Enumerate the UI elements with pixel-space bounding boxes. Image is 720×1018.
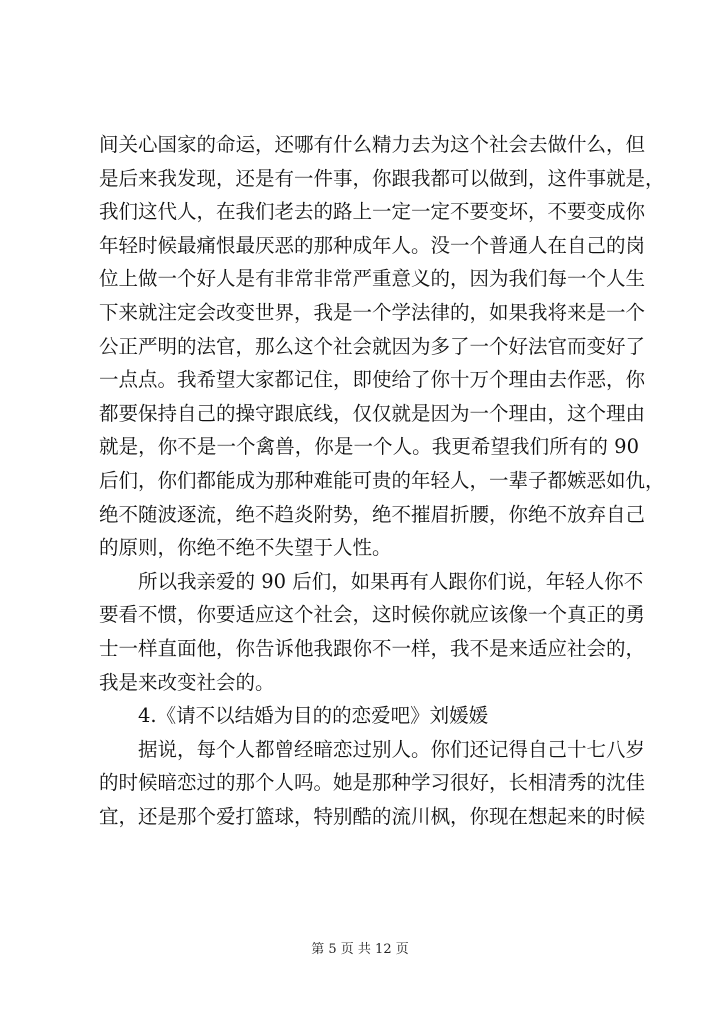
text-line: 宜，还是那个爱打篮球，特别酷的流川枫，你现在想起来的时候	[99, 804, 646, 828]
text-line: 后们，你们都能成为那种难能可贵的年轻人，一辈子都嫉恶如仇，	[99, 468, 665, 492]
page-number-label: 第 5 页 共 12 页	[311, 942, 409, 957]
text-line: 是后来我发现，还是有一件事，你跟我都可以做到，这件事就是，	[99, 166, 665, 190]
text-line: 的原则，你绝不绝不失望于人性。	[99, 536, 392, 560]
text-line: 一点点。我希望大家都记住，即使给了你十万个理由去作恶，你	[99, 368, 646, 392]
text-line: 年轻时候最痛恨最厌恶的那种成年人。没一个普通人在自己的岗	[99, 233, 646, 257]
text-line: 下来就注定会改变世界，我是一个学法律的，如果我将来是一个	[99, 300, 646, 324]
text-line: 间关心国家的命运，还哪有什么精力去为这个社会去做什么，但	[99, 133, 646, 156]
text-line: 公正严明的法官，那么这个社会就因为多了一个好法官而变好了	[99, 334, 646, 358]
text-line: 士一样直面他，你告诉他我跟你不一样，我不是来适应社会的，	[99, 636, 646, 660]
text-line: 我是来改变社会的。	[99, 670, 275, 694]
text-line: 绝不随波逐流，绝不趋炎附势，绝不摧眉折腰，你绝不放弃自己	[99, 502, 646, 526]
paragraph-start-line: 据说，每个人都曾经暗恋过别人。你们还记得自己十七八岁	[138, 737, 646, 761]
text-line: 都要保持自己的操守跟底线，仅仅就是因为一个理由，这个理由	[99, 401, 646, 425]
section-heading: 4.《请不以结婚为目的的恋爱吧》刘媛媛	[138, 704, 489, 728]
text-line: 就是，你不是一个禽兽，你是一个人。我更希望我们所有的 90	[99, 435, 639, 459]
text-line: 我们这代人，在我们老去的路上一定一定不要变坏，不要变成你	[99, 200, 646, 224]
body-text	[99, 128, 665, 833]
text-line: 的时候暗恋过的那个人吗。她是那种学习很好，长相清秀的沈佳	[99, 771, 646, 795]
text-line: 位上做一个好人是有非常非常严重意义的，因为我们每一个人生	[99, 267, 646, 291]
paragraph-start-line: 所以我亲爱的 90 后们，如果再有人跟你们说，年轻人你不	[138, 569, 644, 593]
page-footer	[0, 938, 720, 957]
text-line: 要看不惯，你要适应这个社会，这时候你就应该像一个真正的勇	[99, 603, 646, 627]
